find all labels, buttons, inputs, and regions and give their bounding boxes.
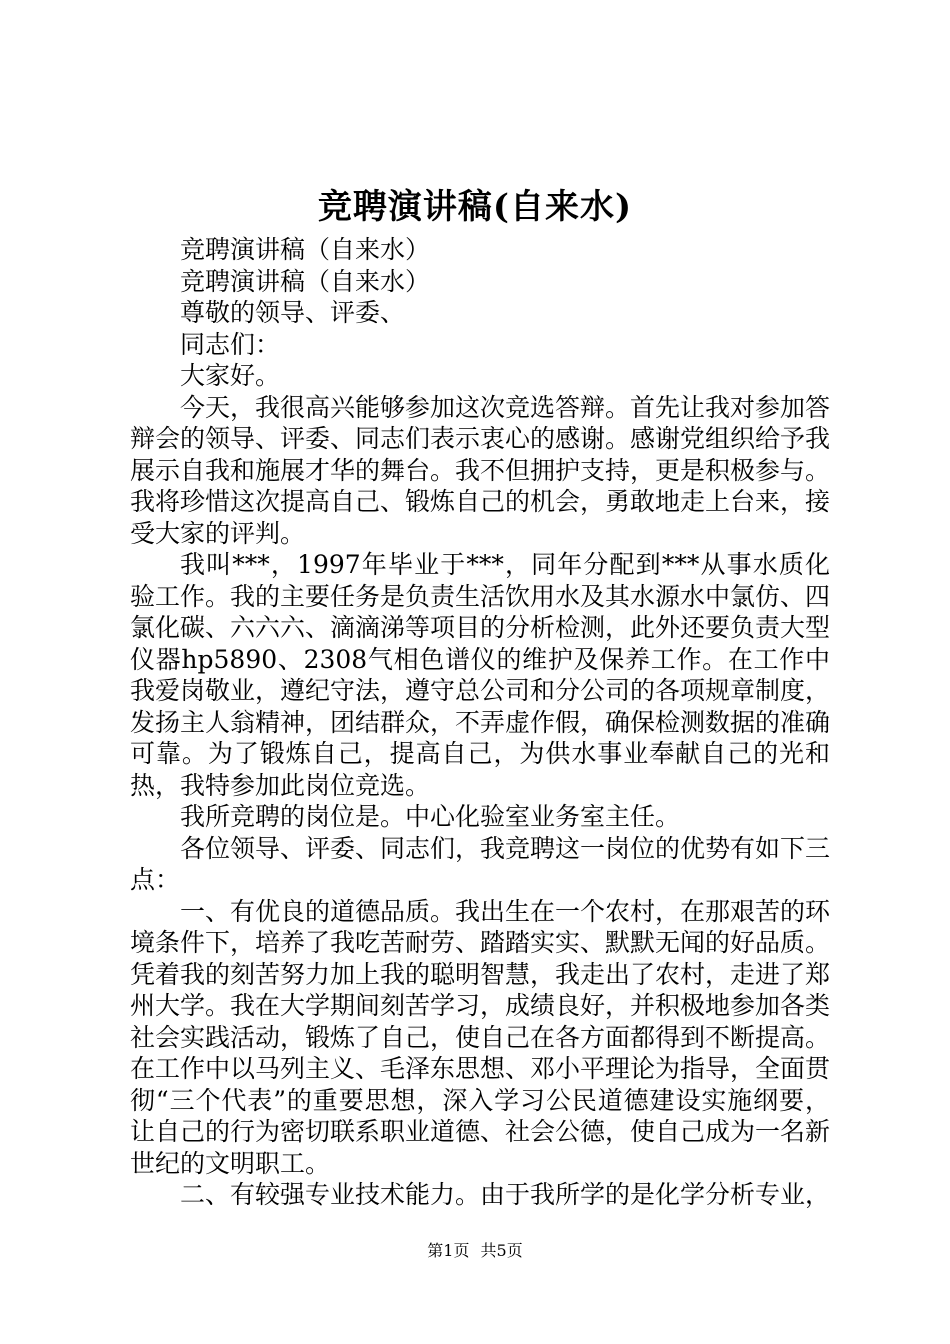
page-total: 共5页 [480,1241,523,1260]
paragraph: 一、有优良的道德品质。我出生在一个农村，在那艰苦的环境条件下，培养了我吃苦耐劳、踏踏实实、默默无闻的好品质。凭着我的刻苦努力加上我的聪明智慧，我走出了农村，走进了郑州大学。我在大学期间刻苦学习，成绩良好，并积极地参加各类社会实践活动，锻炼了自己，使自己在各方面都得到不断提高。在工作中以马列主义、毛泽东思想、邓小平理论为指导，全面贯彻“三个代表”的重要思想，深入学习公民道德建设实施纲要，让自己的行为密切联系职业道德、社会公德，使自己成为一名新世纪的文明职工。 [130,896,831,1178]
greeting: 大家好。 [180,361,281,390]
paragraph: 各位领导、评委、同志们，我竞聘这一岗位的优势有如下三点： [130,833,831,894]
paragraph: 今天，我很高兴能够参加这次竞选答辩。首先让我对参加答辩会的领导、评委、同志们表示衷心的感谢。感谢党组织给予我展示自我和施展才华的舞台。我不但拥护支持，更是积极参与。我将珍惜这次提高自己、锻炼自己的机会，勇敢地走上台来，接受大家的评判。 [130,392,831,548]
heading-line: 竞聘演讲稿（自来水） [180,235,431,264]
paragraph: 我所竞聘的岗位是。中心化验室业务室主任。 [180,802,681,831]
salutation: 同志们： [180,329,281,359]
page-number: 第1页 [427,1241,470,1260]
page-footer [0,1240,950,1262]
page-title: 竞聘演讲稿(自来水) [317,187,633,227]
salutation: 尊敬的领导、评委、 [180,298,406,327]
paragraph: 我叫***，1997年毕业于***，同年分配到***从事水质化验工作。我的主要任务是负责生活饮用水及其水源水中氯仿、四氯化碳、六六六、滴滴涕等项目的分析检测，此外还要负责大型仪器hp5890、2308气相色谱仪的维护及保养工作。在工作中我爱岗敬业，遵纪守法，遵守总公司和分公司的各项规章制度，发扬主人翁精神，团结群众，不弄虚作假，确保检测数据的准确可靠。为了锻炼自己，提高自己，为供水事业奉献自己的光和热，我特参加此岗位竞选。 [130,550,831,800]
document-body [130,234,830,1211]
heading-line: 竞聘演讲稿（自来水） [180,266,431,296]
paragraph: 二、有较强专业技术能力。由于我所学的是化学分析专业， [180,1180,831,1209]
